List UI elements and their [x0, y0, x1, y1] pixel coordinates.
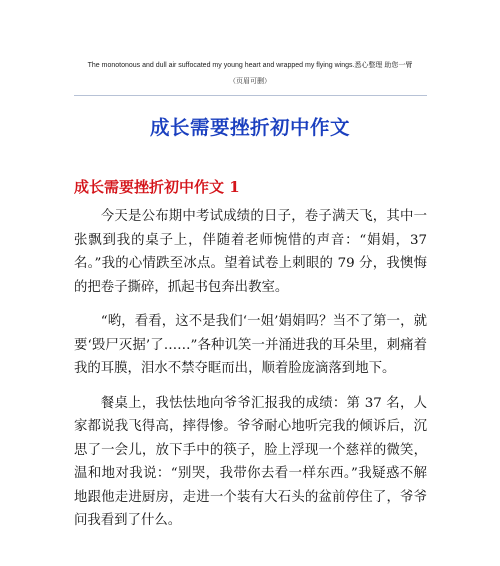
document-title: 成长需要挫折初中作文: [149, 116, 350, 139]
essay-body: [74, 205, 427, 544]
paragraph: “哟，看看，这不是我们‘一姐’娟娟吗？当不了第一，就要‘毁尸灭据’了……”各种讥笑一并涌进我的耳朵里，刺痛着我的耳膜，泪水不禁夺眶而出，顺着脸庞滴落到地下。: [74, 314, 427, 376]
paragraph: 餐桌上，我怯怯地向爷爷汇报我的成绩：第 37 名，人家都说我飞得高，摔得惨。爷爷耐心地听完我的倾诉后，沉思了一会儿，放下手中的筷子，脸上浮现一个慈祥的微笑，温和地对我说：“别哭，我带你去看一样东西。”我疑惑不解地跟他走进厨房，走进一个装有大石头的盆前停住了，爷爷问我看到了什么。: [74, 395, 427, 528]
paragraph: 今天是公布期中考试成绩的日子，卷子满天飞，其中一张飘到我的桌子上，伴随着老师惋惜的声音：“娟娟，37 名。”我的心情跌至冰点。望着试卷上刺眼的 79 分，我懊悔的把卷子撕碎，抓起书包奔出教室。: [74, 209, 427, 295]
header-text: The monotonous and dull air suffocated my young heart and wrapped my flying wings.悉心整理 助您一臂: [87, 62, 413, 69]
header-divider: [74, 95, 427, 96]
header-note: （页眉可删）: [229, 77, 271, 85]
section-title: 成长需要挫折初中作文 1: [74, 178, 240, 196]
